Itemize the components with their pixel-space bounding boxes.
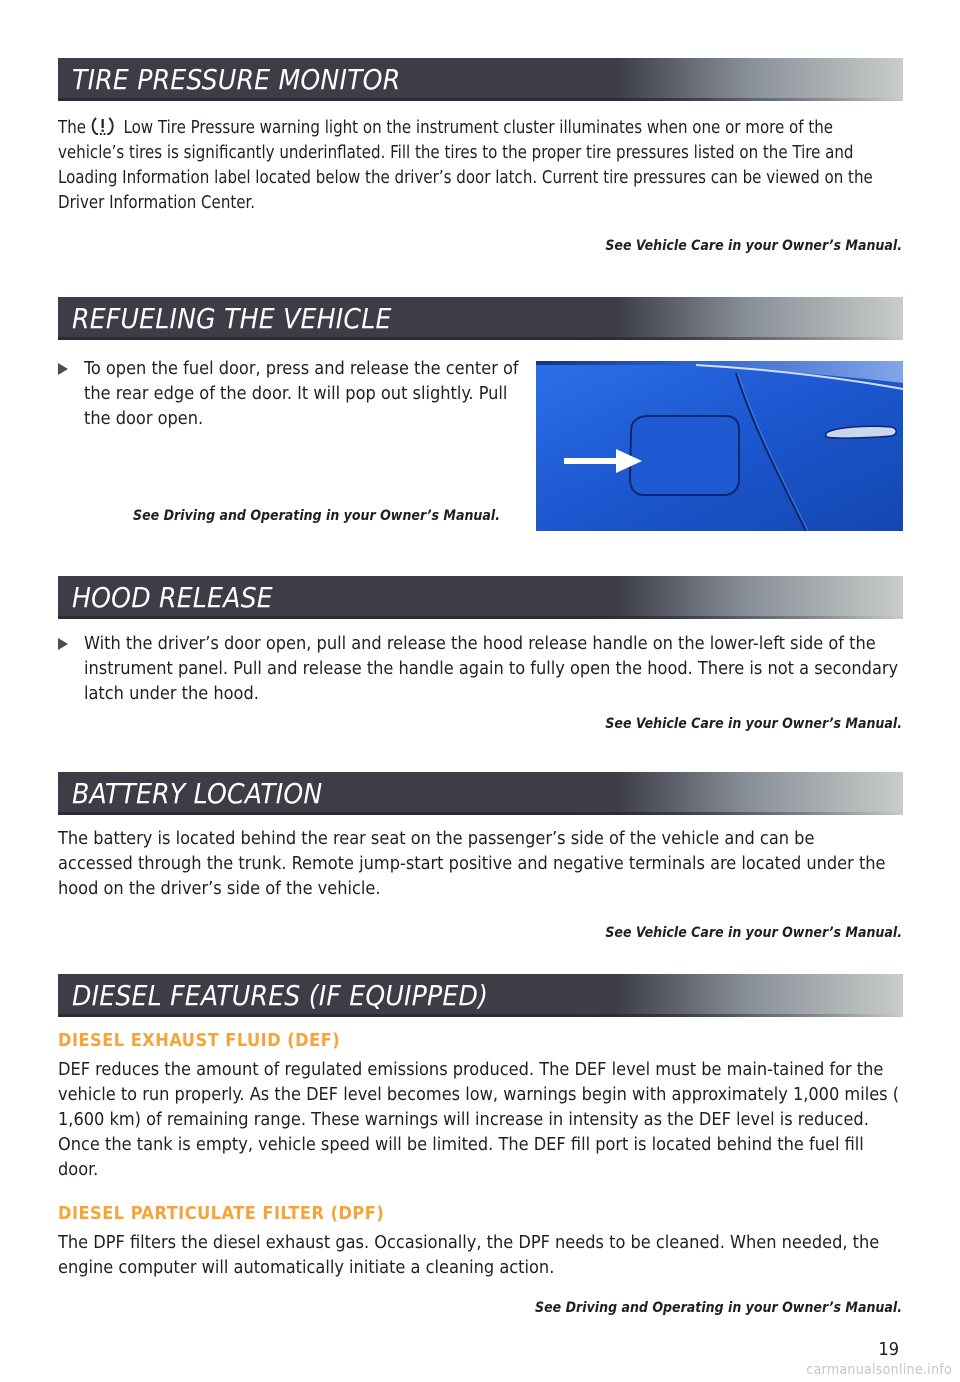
manual-reference: See Driving and Operating in your Owner’s Manual. <box>535 1300 902 1316</box>
section-title: REFUELING THE VEHICLE <box>72 302 392 335</box>
section-title: TIRE PRESSURE MONITOR <box>72 63 401 96</box>
text-fragment: The <box>58 117 87 138</box>
manual-reference: See Vehicle Care in your Owner’s Manual. <box>605 925 902 941</box>
section-title: HOOD RELEASE <box>72 581 273 614</box>
section-banner-hood-release <box>58 576 903 619</box>
tire-pressure-text <box>58 115 903 215</box>
text-fragment: Low Tire Pressure warning light on the instrument cluster illuminates when one or more of the vehicle’s tires is significantly underinflated. Fill the tires to the proper tire pressures listed on the Tire and Loading Information label located below the driver’s door latch. Current tire pressures can be viewed on the Driver Information Center. <box>58 117 873 213</box>
def-text: DEF reduces the amount of regulated emissions produced. The DEF level must be main-tained for the vehicle to run properly. As the DEF level becomes low, warnings begin with approximately 1,000 miles ( 1,600 km) of remaining range. These warnings will increase in intensity as the DEF level is reduced. Once the tank is empty, vehicle speed will be limited. The DEF fill port is located behind the fuel fill door. <box>58 1059 900 1180</box>
low-tire-pressure-icon <box>91 116 115 136</box>
section-title: DIESEL FEATURES (IF EQUIPPED) <box>72 979 489 1012</box>
watermark: carmanualsonline.info <box>806 1362 952 1378</box>
section-banner-diesel-features <box>58 974 903 1017</box>
section-banner-battery-location <box>58 772 903 815</box>
section-banner-tire-pressure <box>58 58 903 101</box>
hood-bullet <box>58 631 903 706</box>
fuel-door-photo <box>536 361 903 531</box>
refuel-bullet <box>58 356 528 431</box>
bullet-arrow-icon <box>58 638 68 650</box>
def-heading: DIESEL EXHAUST FLUID (DEF) <box>58 1030 341 1051</box>
bullet-arrow-icon <box>58 363 68 375</box>
manual-reference: See Vehicle Care in your Owner’s Manual. <box>605 238 902 254</box>
bullet-text: With the driver’s door open, pull and release the hood release handle on the lower-left side of the instrument panel. Pull and release the handle again to fully open the hood. There is not a secondary latch under the hood. <box>84 633 899 704</box>
section-banner-refueling <box>58 297 903 340</box>
fuel-door-illustration <box>536 361 903 531</box>
dpf-text: The DPF filters the diesel exhaust gas. Occasionally, the DPF needs to be cleaned. When needed, the engine computer will automatically initiate a cleaning action. <box>58 1232 880 1278</box>
bullet-text: To open the fuel door, press and release the center of the rear edge of the door. It will pop out slightly. Pull the door open. <box>84 358 519 429</box>
manual-reference: See Vehicle Care in your Owner’s Manual. <box>605 716 902 732</box>
page-number: 19 <box>878 1339 899 1360</box>
dpf-heading: DIESEL PARTICULATE FILTER (DPF) <box>58 1203 385 1224</box>
battery-text: The battery is located behind the rear seat on the passenger’s side of the vehicle and can be accessed through the trunk. Remote jump-start positive and negative terminals are located under the hood on the driver’s side of the vehicle. <box>58 828 886 899</box>
manual-reference: See Driving and Operating in your Owner’s Manual. <box>133 508 500 524</box>
section-title: BATTERY LOCATION <box>72 777 323 810</box>
